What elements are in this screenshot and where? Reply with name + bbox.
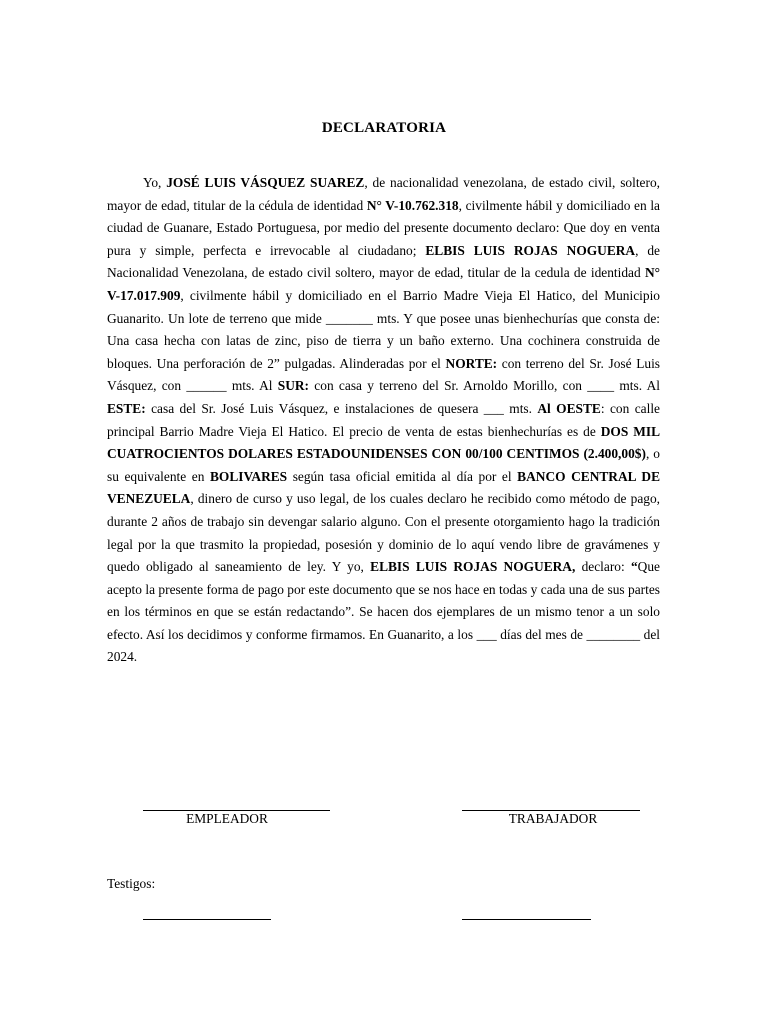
body-text-run: , o su equivalente en [107, 446, 661, 484]
body-text-run: según tasa oficial emitida al día por el [287, 468, 518, 484]
body-bold-run: N° V-17.017.909 [107, 265, 660, 303]
body-bold-run: ELBIS LUIS ROJAS NOGUERA, [370, 559, 576, 575]
employer-label: EMPLEADOR [186, 811, 268, 826]
body-bold-run: ESTE: [107, 400, 146, 416]
document-title: DECLARATORIA [321, 120, 447, 136]
body-bold-run: BANCO CENTRAL DE VENEZUELA [107, 468, 660, 507]
body-bold-run: BOLIVARES [209, 468, 288, 484]
body-text-run: , civilmente hábil y domiciliado en la ciudad de Guanare, Estado Portuguesa, por medio del presente documento declaro: Que doy en venta pura y simple, perfecta e irrevocable al ciudadano; [107, 197, 660, 258]
body-bold-run: Al OESTE [537, 400, 601, 416]
body-text-run: , de nacionalidad venezolana, de estado civil, soltero, mayor de edad, titular de la cédula de identidad [107, 175, 660, 213]
body-text-run: Yo, [143, 175, 167, 190]
body-bold-run: N° V-10.762.318 [366, 197, 459, 213]
worker-label: TRABAJADOR [508, 811, 598, 826]
body-bold-run: “ [630, 559, 638, 575]
document-body [107, 172, 660, 669]
body-bold-run: NORTE: [445, 355, 498, 371]
body-text-run: Que acepto la presente forma de pago por este documento que se nos hace en todas y cada una de sus partes en los términos en que se están redactando”. Se hacen dos ejemplares de un mismo tenor a un solo efecto. Así los decidimos y conforme firmamos. En Guanarito, a los ___ días del mes de ________ del 2024. [107, 559, 660, 665]
body-bold-run: DOS MIL CUATROCIENTOS DOLARES ESTADOUNIDENSES CON 00/100 CENTIMOS (2.400,00$) [107, 423, 660, 462]
body-text-run: , civilmente hábil y domiciliado en el Barrio Madre Vieja El Hatico, del Municipio Guanarito. Un lote de terreno que mide _______ mts. Y que posee unas bienhechurías que consta de: Una casa hecha con latas de zinc, piso de tierra y un baño externo. Una cochinera construida de bloques. Una perforación de 2” pulgadas. Alinderadas por el [107, 287, 660, 371]
body-text-run: , de Nacionalidad Venezolana, de estado civil soltero, mayor de edad, titular de la cedula de identidad [107, 242, 660, 281]
body-text-run: con terreno del Sr. José Luis Vásquez, con ______ mts. Al [107, 355, 660, 394]
body-bold-run: SUR: [277, 378, 310, 394]
body-text-run: : con calle principal Barrio Madre Vieja El Hatico. El precio de venta de estas bienhechurías es de [107, 400, 660, 439]
witness-2-signature-line [462, 919, 591, 920]
body-text-run: casa del Sr. José Luis Vásquez, e instalaciones de quesera ___ mts. [145, 400, 538, 416]
body-bold-run: ELBIS LUIS ROJAS NOGUERA [425, 242, 636, 258]
body-bold-run: JOSÉ LUIS VÁSQUEZ SUAREZ [166, 175, 365, 190]
body-text-run: con casa y terreno del Sr. Arnoldo Morillo, con ____ mts. Al [309, 378, 660, 394]
body-paragraph [107, 172, 660, 669]
body-text-run: , dinero de curso y uso legal, de los cuales declaro he recibido como método de pago, durante 2 años de trabajo sin devengar salario alguno. Con el presente otorgamiento hago la tradición legal por la que trasmito la propiedad, posesión y dominio de lo aquí vendo libre de gravámenes y quedo obligado al saneamiento de ley. Y yo, [107, 491, 660, 575]
witness-1-signature-line [143, 919, 271, 920]
witnesses-label: Testigos: [107, 876, 156, 891]
body-text-run: declaro: [575, 559, 631, 575]
